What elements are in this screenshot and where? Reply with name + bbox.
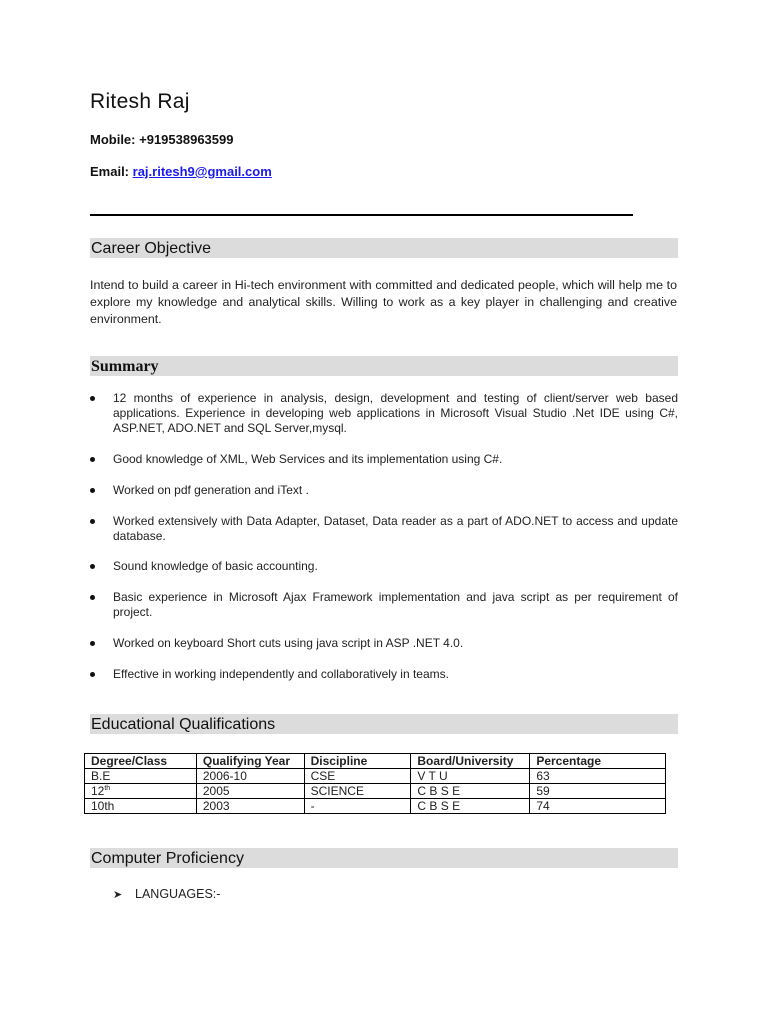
list-item [90, 452, 678, 467]
summary-heading: Summary [90, 356, 678, 376]
table-cell: CSE [304, 769, 411, 784]
computer-proficiency-heading: Computer Proficiency [90, 848, 678, 868]
column-header: Qualifying Year [196, 754, 304, 769]
list-item [90, 667, 678, 682]
bullet-icon [90, 672, 95, 677]
mobile-label: Mobile: [90, 132, 136, 147]
table-header-row [85, 754, 666, 769]
ordinal-suffix: th [104, 785, 111, 792]
list-item [90, 514, 678, 544]
table-row [85, 784, 666, 799]
languages-label: LANGUAGES:- [135, 887, 221, 901]
summary-item-text: Worked on keyboard Short cuts using java script in ASP .NET 4.0. [113, 636, 464, 650]
bullet-icon [90, 396, 95, 401]
mobile-number: +919538963599 [139, 132, 234, 147]
career-objective-text: Intend to build a career in Hi-tech environment with committed and dedicated people, which will help me to explore my knowledge and analytical skills. Willing to work as a key player in challenging and creative environment. [90, 278, 677, 326]
column-header: Discipline [304, 754, 411, 769]
table-cell: C B S E [411, 784, 530, 799]
bullet-icon [90, 595, 95, 600]
header-divider [90, 214, 633, 216]
table-cell: - [304, 799, 411, 814]
column-header: Degree/Class [85, 754, 197, 769]
list-item [90, 636, 678, 651]
table-cell: 59 [530, 784, 666, 799]
mobile-line [90, 132, 233, 147]
table-row [85, 799, 666, 814]
table-cell: SCIENCE [304, 784, 411, 799]
table-cell: B.E [85, 769, 197, 784]
summary-item-text: Worked on pdf generation and iText . [113, 483, 309, 497]
column-header: Board/University [411, 754, 530, 769]
table-cell [85, 784, 197, 799]
table-cell: 74 [530, 799, 666, 814]
bullet-icon [90, 519, 95, 524]
email-line [90, 164, 272, 179]
column-header: Percentage [530, 754, 666, 769]
list-item [90, 391, 678, 436]
bullet-icon [90, 457, 95, 462]
summary-item-text: 12 months of experience in analysis, design, development and testing of client/server web based applications. Experience in developing web applications in Microsoft Visual Studio .Net IDE using C#, ASP.NET, ADO.NET and SQL Server,mysql. [113, 391, 678, 435]
table-row [85, 769, 666, 784]
degree-class: 12 [91, 784, 105, 798]
summary-item-text: Sound knowledge of basic accounting. [113, 559, 318, 573]
bullet-icon [90, 564, 95, 569]
table-cell: 2006-10 [196, 769, 304, 784]
email-link[interactable]: raj.ritesh9@gmail.com [132, 164, 272, 179]
bullet-icon [90, 641, 95, 646]
summary-list [90, 391, 678, 682]
arrow-bullet-icon: ➤ [113, 889, 123, 901]
summary-item-text: Effective in working independently and collaboratively in teams. [113, 667, 449, 681]
list-item [90, 590, 678, 620]
education-table [84, 753, 666, 814]
first-name: Ritesh [90, 90, 152, 113]
summary-item-text: Good knowledge of XML, Web Services and its implementation using C#. [113, 452, 503, 466]
summary-item-text: Basic experience in Microsoft Ajax Framework implementation and java script as per requirement of project. [113, 590, 678, 619]
summary-item-text: Worked extensively with Data Adapter, Dataset, Data reader as a part of ADO.NET to access and update database. [113, 514, 678, 543]
list-item [90, 559, 678, 574]
table-cell: 10th [85, 799, 197, 814]
table-cell: 2003 [196, 799, 304, 814]
candidate-name [90, 90, 190, 114]
bullet-icon [90, 488, 95, 493]
table-cell: V T U [411, 769, 530, 784]
email-label: Email: [90, 164, 130, 179]
table-cell: 2005 [196, 784, 304, 799]
list-item [90, 483, 678, 498]
table-cell: C B S E [411, 799, 530, 814]
last-name: Raj [157, 90, 190, 113]
career-objective-heading: Career Objective [90, 238, 678, 258]
table-cell: 63 [530, 769, 666, 784]
education-heading: Educational Qualifications [90, 714, 678, 734]
languages-item [113, 887, 220, 901]
